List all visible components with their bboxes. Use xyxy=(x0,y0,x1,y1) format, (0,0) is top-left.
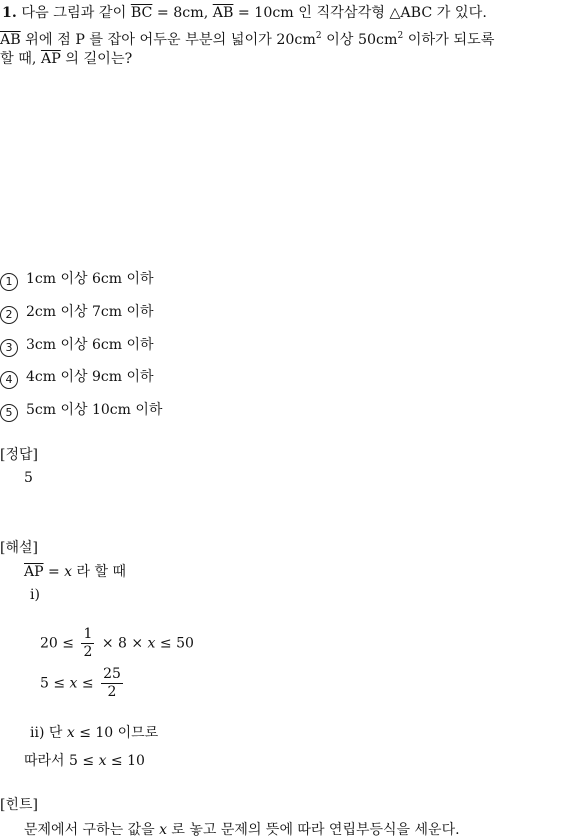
var-x: x xyxy=(98,753,107,769)
ineq2-mid: ≤ xyxy=(77,675,99,692)
frac-denominator: 2 xyxy=(107,684,117,700)
inequality-1 xyxy=(40,626,194,661)
question-text-tail: 인 직각삼각형 △ABC 가 있다. xyxy=(293,5,487,21)
step-2-text: 단 xyxy=(44,725,67,741)
question-text-5: 할 때, xyxy=(0,51,41,67)
question-text-2: 위에 점 P 를 잡아 어두운 부분의 넓이가 20cm xyxy=(20,32,316,48)
question-text: 다음 그림과 같이 xyxy=(21,5,127,21)
choice-text: 4cm 이상 9cm 이하 xyxy=(26,369,154,385)
superscript-2: 2 xyxy=(397,31,404,41)
segment-ab: $\overline{AB}$ xyxy=(212,5,234,21)
question-text-6: 의 길이는? xyxy=(60,51,133,67)
hint-text xyxy=(24,819,460,839)
frac-numerator: 1 xyxy=(83,626,93,642)
choice-text: 5cm 이상 10cm 이하 xyxy=(26,402,163,418)
hint-label: [힌트] xyxy=(0,797,38,813)
solution-label: [해설] xyxy=(0,540,38,556)
frac-denominator: 2 xyxy=(83,644,93,660)
choice-text: 1cm 이상 6cm 이하 xyxy=(26,271,154,287)
choice-4[interactable] xyxy=(0,366,154,389)
segment-ap: $\overline{AP}$ xyxy=(40,51,61,67)
segment-bc: $\overline{BC}$ xyxy=(130,5,153,21)
ineq1-mid: × 8 × xyxy=(97,635,148,652)
bc-length: = 8cm, xyxy=(152,5,213,21)
solution-final xyxy=(24,750,145,770)
choice-mark: 2 xyxy=(0,306,18,324)
answer-label: [정답] xyxy=(0,447,38,463)
answer-value: 5 xyxy=(24,470,33,486)
var-x: x xyxy=(159,822,167,838)
hint-text-pre: 문제에서 구하는 값을 xyxy=(24,822,160,838)
final-text: 따라서 5 ≤ xyxy=(24,753,99,769)
var-x: x xyxy=(64,564,73,580)
ineq1-left: 20 ≤ xyxy=(40,635,79,652)
var-x: x xyxy=(69,675,78,692)
solution-text: 라 할 때 xyxy=(72,564,127,580)
step-1-label: ⅰ) xyxy=(30,587,40,603)
frac-numerator: 25 xyxy=(103,666,121,682)
step-2-text-tail: ≤ 10 이므로 xyxy=(74,725,159,741)
segment-ap-solution: $\overline{AP}$ xyxy=(24,564,44,580)
hint-text-post: 로 놓고 문제의 뜻에 따라 연립부등식을 세운다. xyxy=(166,822,460,838)
ab-length: = 10cm xyxy=(233,5,294,21)
superscript-1: 2 xyxy=(315,31,322,41)
fraction-25-2 xyxy=(101,666,123,701)
choice-5[interactable] xyxy=(0,399,162,422)
final-text-tail: ≤ 10 xyxy=(106,753,145,769)
var-x: x xyxy=(66,725,75,741)
solution-line-1 xyxy=(24,561,126,581)
equals: = xyxy=(43,564,65,580)
choice-text: 2cm 이상 7cm 이하 xyxy=(26,304,154,320)
question-number: 1. xyxy=(2,5,17,21)
step-2 xyxy=(30,722,158,742)
choice-2[interactable] xyxy=(0,301,154,324)
choice-3[interactable] xyxy=(0,334,154,357)
var-x: x xyxy=(147,635,156,652)
choice-mark: 1 xyxy=(0,273,18,291)
question-line-1 xyxy=(2,2,487,24)
inequality-2 xyxy=(40,666,126,701)
segment-ab-2: $\overline{AB}$ xyxy=(0,32,21,48)
choice-text: 3cm 이상 6cm 이하 xyxy=(26,337,154,353)
choice-mark: 5 xyxy=(0,404,18,422)
fraction-half xyxy=(81,626,94,661)
choice-mark: 4 xyxy=(0,371,18,389)
step-2-label: ⅱ) xyxy=(30,725,45,741)
choice-1[interactable] xyxy=(0,268,154,291)
ineq1-right: ≤ 50 xyxy=(155,635,194,652)
question-line-3 xyxy=(0,48,132,70)
choice-mark: 3 xyxy=(0,339,18,357)
ineq2-left: 5 ≤ xyxy=(40,675,70,692)
question-text-3: 이상 50cm xyxy=(321,32,398,48)
question-text-4: 이하가 되도록 xyxy=(403,32,495,48)
